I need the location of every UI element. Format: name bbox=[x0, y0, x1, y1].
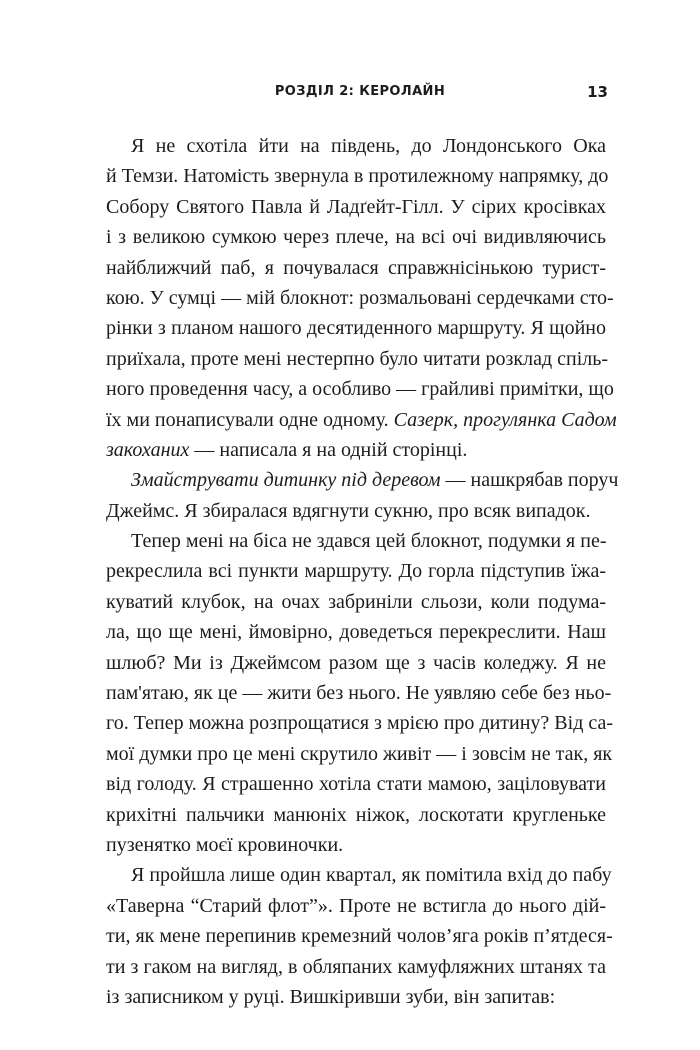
text-line bbox=[106, 982, 606, 1012]
text-run: ла, що ще мені, ймовірно, доведеться перекреслити. Наш bbox=[106, 621, 606, 644]
text-run: їх ми понаписували одне одному. bbox=[106, 408, 394, 431]
text-run: ного проведення часу, а особливо — грайливі примітки, що bbox=[106, 378, 614, 401]
text-line bbox=[106, 800, 606, 830]
text-line bbox=[106, 526, 606, 556]
text-line bbox=[106, 830, 606, 860]
text-line bbox=[106, 739, 613, 769]
text-run: рекреслила всі пункти маршруту. До горла підступив їжа- bbox=[106, 560, 606, 583]
text-line bbox=[106, 678, 612, 708]
text-run: і з великою сумкою через плече, на всі очі видивляючись bbox=[106, 226, 606, 249]
text-run: від голоду. Я страшенно хотіла стати мамою, заціловувати bbox=[106, 773, 606, 796]
text-line bbox=[106, 131, 606, 161]
text-run: пузенятко моєї кровиночки. bbox=[106, 833, 344, 856]
text-run: приїхала, проте мені нестерпно було читати розклад спіль- bbox=[106, 347, 609, 370]
text-run: кою. У сумці — мій блокнот: розмальовані сердечками сто- bbox=[106, 286, 614, 309]
paragraph bbox=[106, 465, 619, 526]
text-line bbox=[106, 952, 606, 982]
text-line bbox=[106, 921, 613, 951]
text-line bbox=[106, 465, 619, 495]
text-line bbox=[106, 253, 606, 283]
text-run: крихітні пальчики манюніх ніжок, лоскотати кругленьке bbox=[106, 803, 606, 826]
running-head bbox=[112, 80, 608, 104]
text-line bbox=[106, 222, 606, 252]
text-run: мої думки про це мені скрутило живіт — і зовсім не так, як bbox=[106, 742, 613, 765]
text-line bbox=[106, 891, 606, 921]
italic-text: Змайструвати дитинку під деревом bbox=[131, 469, 441, 492]
italic-text: Сазерк, прогулянка Садом bbox=[393, 408, 617, 431]
text-run: ти, як мене перепинив кремезний чолов’яга років п’ятдеся- bbox=[106, 925, 613, 948]
text-run: пам'ятаю, як це — жити без нього. Не уявляю себе без ньо- bbox=[106, 682, 612, 705]
text-line bbox=[106, 769, 606, 799]
text-line bbox=[106, 496, 606, 526]
text-line bbox=[106, 556, 606, 586]
text-line bbox=[106, 313, 606, 343]
text-run: шлюб? Ми із Джеймсом разом ще з часів коледжу. Я не bbox=[106, 651, 606, 674]
text-run: куватий клубок, на очах забриніли сльози, коли подума- bbox=[106, 590, 606, 613]
paragraph bbox=[106, 131, 617, 465]
text-line bbox=[106, 161, 609, 191]
text-line bbox=[106, 374, 614, 404]
text-line bbox=[106, 860, 612, 890]
text-run: Собору Святого Павла й Ладґейт-Гілл. У сірих кросівках bbox=[106, 195, 606, 218]
text-run: — написала я на одній сторінці. bbox=[189, 438, 468, 461]
text-run: й Темзи. Натомість звернула в протилежному напрямку, до bbox=[106, 165, 609, 188]
page-number: 13 bbox=[587, 83, 608, 101]
text-run: із записником у руці. Вишкіривши зуби, він запитав: bbox=[106, 985, 556, 1008]
paragraph bbox=[106, 860, 613, 1012]
text-run: найближчий паб, я почувалася справжнісінькою турист- bbox=[106, 256, 606, 279]
text-run: Джеймс. Я збиралася вдягнути сукню, про всяк випадок. bbox=[106, 499, 591, 522]
text-run: Тепер мені на біса не здався цей блокнот, подумки я пе- bbox=[131, 530, 607, 553]
text-line bbox=[106, 435, 606, 465]
text-line bbox=[106, 283, 614, 313]
text-line bbox=[106, 617, 606, 647]
body-text bbox=[106, 131, 619, 1012]
chapter-title: РОЗДІЛ 2: КЕРОЛАЙН bbox=[274, 84, 446, 99]
text-line bbox=[106, 192, 606, 222]
italic-text: закоханих bbox=[106, 438, 190, 461]
text-run: го. Тепер можна розпрощатися з мрією про дитину? Від са- bbox=[106, 712, 614, 735]
text-line bbox=[106, 708, 614, 738]
text-line bbox=[106, 344, 609, 374]
text-run: Я не схотіла йти на південь, до Лондонського Ока bbox=[131, 135, 606, 157]
text-line bbox=[106, 405, 617, 435]
text-run: ти з гаком на вигляд, в обляпаних камуфляжних штанях та bbox=[106, 955, 606, 978]
text-run: Я пройшла лише один квартал, як помітила вхід до пабу bbox=[131, 864, 612, 887]
text-line bbox=[106, 587, 606, 617]
text-run: рінки з планом нашого десятиденного маршруту. Я щойно bbox=[106, 317, 606, 340]
text-line bbox=[106, 648, 606, 678]
text-run: «Таверна “Старий флот”». Проте не встигла до нього дій- bbox=[106, 894, 606, 917]
text-run: — нашкрябав поруч bbox=[440, 469, 619, 492]
paragraph bbox=[106, 526, 614, 860]
